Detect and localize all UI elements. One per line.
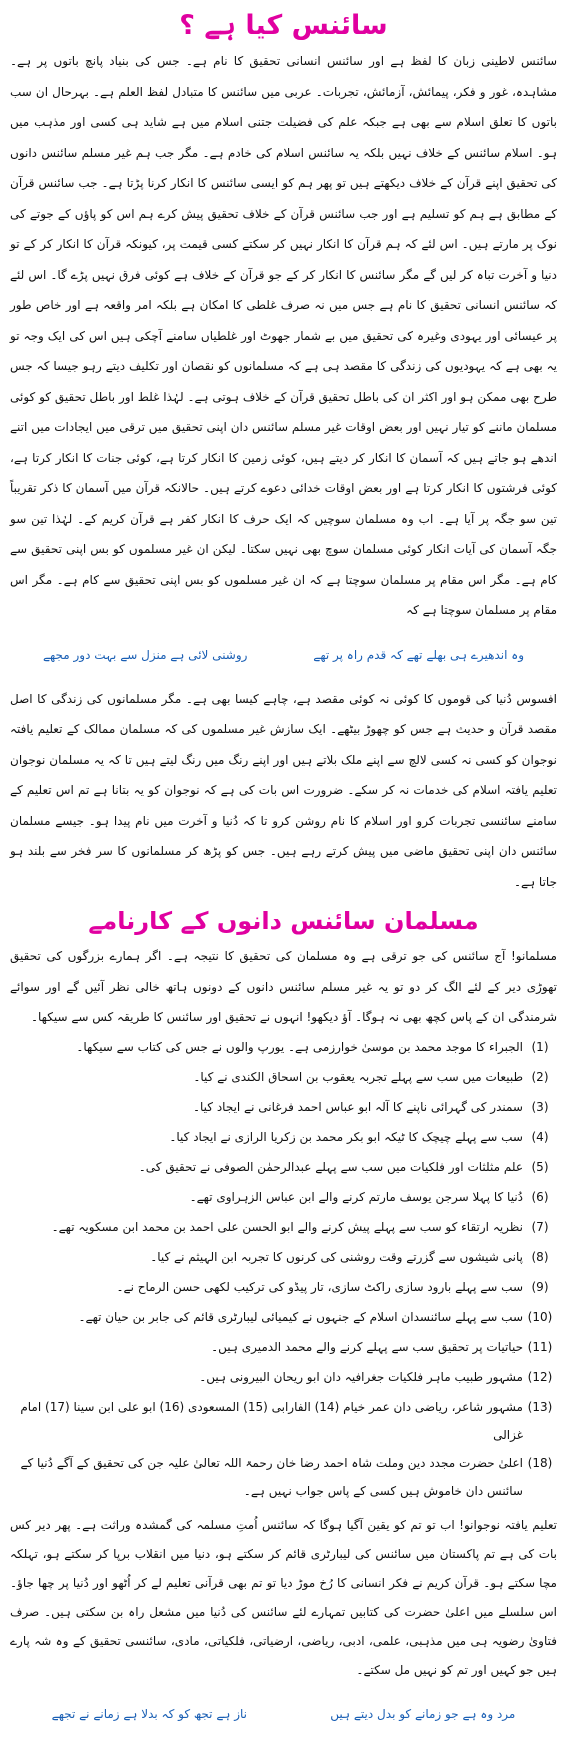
- list-number: (4): [531, 1129, 549, 1144]
- list-text: پانی شیشوں سے گزرتے وقت روشنی کی کرنوں کا تجربہ ابن الہیثم نے کیا۔: [150, 1249, 523, 1264]
- couplet-1: [10, 626, 557, 684]
- list-item: [10, 1093, 557, 1123]
- list-item: [10, 1243, 557, 1273]
- list-item: [10, 1063, 557, 1093]
- list-number: (18): [527, 1455, 553, 1470]
- list-item: [10, 1213, 557, 1243]
- couplet-2-left: ناز ہے تجھ کو کہ بدلا ہے زمانے نے تجھے: [51, 1706, 247, 1721]
- list-number: (6): [531, 1189, 549, 1204]
- list-text: سب سے پہلے چیچک کا ٹیکہ ابو بکر محمد بن زکریا الرازی نے ایجاد کیا۔: [169, 1129, 523, 1144]
- list-number: (7): [531, 1219, 549, 1234]
- list-number: (1): [531, 1039, 549, 1054]
- list-item: [10, 1393, 557, 1449]
- list-text: الجبراء کا موجد محمد بن موسیٰ خوارزمی ہے۔ یورپ والوں نے جس کی کتاب سے سیکھا۔: [76, 1039, 523, 1054]
- list-item: [10, 1449, 557, 1505]
- list-intro-paragraph: مسلمانو! آج سائنس کی جو ترقی ہے وہ مسلمان کی تحقیق کا نتیجہ ہے۔ اگر ہمارے بزرگوں کی تحقیق تھوڑی دیر کے لئے الگ کر دو تو یہ غیر مسلم سائنس دانوں کے دونوں ہاتھ خالی نظر آئیں گے اور سوائے شرمندگی ان کے پاس کچھ بھی نہ ہوگا۔ آؤ دیکھو! انہوں نے تحقیق اور سائنس کا طریقہ کس سے سیکھا۔: [10, 949, 557, 1024]
- list-text: علم مثلثات اور فلکیات میں سب سے پہلے عبدالرحمٰن الصوفی نے تحقیق کی۔: [138, 1159, 523, 1174]
- list-text: دُنیا کا پہلا سرجن یوسف مارتم کرنے والے ابن عباس الزہراوی تھے۔: [189, 1189, 523, 1204]
- list-text: سمندر کی گہرائی ناپنے کا آلہ ابو عباس احمد فرغانی نے ایجاد کیا۔: [192, 1099, 523, 1114]
- section-title: مسلمان سائنس دانوں کے کارنامے: [88, 907, 479, 935]
- list-text: سب سے پہلے سائنسدان اسلام کے جنہوں نے کیمیائی لیبارٹری قائم کی جابر بن حیان تھے۔: [78, 1309, 523, 1324]
- list-number: (5): [531, 1159, 549, 1174]
- list-text: مشہور شاعر، ریاضی دان عمر خیام (14) الفارابی (15) المسعودی (16) ابو علی ابن سینا (17) امام غزالی: [20, 1399, 523, 1442]
- list-item: [10, 1183, 557, 1213]
- couplet-2: [10, 1685, 557, 1743]
- page-title: سائنس کیا ہے ؟: [179, 10, 388, 41]
- list-item: [10, 1303, 557, 1333]
- list-item: [10, 1333, 557, 1363]
- list-text: سب سے پہلے بارود سازی راکٹ سازی، تار پیڈو کی ترکیب لکھی حسن الرماح نے۔: [116, 1279, 523, 1294]
- list-number: (11): [527, 1339, 553, 1354]
- list-item: [10, 1033, 557, 1063]
- list-number: (2): [531, 1069, 549, 1084]
- couplet-1-right: وہ اندھیرے ہی بھلے تھے کہ قدم راہ پر تھے: [313, 647, 525, 662]
- intro-paragraph: سائنس لاطینی زبان کا لفظ ہے اور سائنس انسانی تحقیق کا نام ہے۔ جس کی بنیاد پانچ باتوں پر ہے۔ مشاہدہ، غور و فکر، پیمائش، آزمائش، تجربات۔ عربی میں سائنس کا متبادل لفظ العلم ہے۔ بہرحال ان سب باتوں کا تعلق اسلام سے بھی ہے جبکہ علم کی فضیلت جتنی اسلام میں ہے شاید ہی کسی اور مذہب میں ہو۔ اسلام سائنس کے خلاف نہیں بلکہ یہ سائنس اسلام کی خادم ہے۔ مگر جب ہم غیر مسلم سائنس دانوں کی تحقیق اپنے قرآن کے خلاف دیکھتے ہیں تو پھر ہم کو ایسی سائنس کا انکار کرنا پڑتا ہے۔ جب سائنس قرآن کے مطابق ہے ہم کو تسلیم ہے اور جب سائنس قرآن کے خلاف تحقیق پیش کرے ہم اس کو پاؤں کے جوتے کی نوک پر مارتے ہیں۔ اس لئے کہ ہم قرآن کا انکار نہیں کر سکتے کسی قیمت پر، کیونکہ قرآن کا انکار کر کے تو دنیا و آخرت تباہ کر لیں گے مگر سائنس کا انکار کر کے جو قرآن کے خلاف ہے کوئی فرق نہیں پڑے گا۔ اس لئے کہ سائنس انسانی تحقیق کا نام ہے جس میں نہ صرف غلطی کا امکان ہے بلکہ امر واقعہ ہے اور خاص طور پر عیسائی اور یہودی وغیرہ کی تحقیق میں بے شمار جھوٹ اور غلطیاں سامنے آچکی ہیں اس کی ایک وجہ تو یہ بھی ہے کہ یہودیوں کی زندگی کا مقصد ہی ہے کہ مسلمانوں کو نقصان اور تکلیف دیتے رہو جیسا کہ جس طرح بھی ممکن ہو اور اکثر ان کی باطل تحقیق قرآن کے خلاف ہوتی ہے۔ لہٰذا غلط اور باطل تحقیق کو کوئی مسلمان ماننے کو تیار نہیں اور بعض اوقات غیر مسلم سائنس دان اپنی تحقیق میں ترقی میں ایجادات میں اتنے اندھے ہو جاتے ہیں کہ آسمان کا انکار کر دیتے ہیں، کوئی زمین کا انکار کرتا ہے، کوئی جنات کا انکار کرتا ہے، کوئی فرشتوں کا انکار کرتا ہے اور بعض اوقات خدائی دعوے کرتے ہیں۔ حالانکہ قرآن میں آسمان کا ذکر تقریباً تین سو جگہ پر آیا ہے۔ اب وہ مسلمان سوچیں کہ ایک حرف کا انکار کفر ہے قرآن کریم کے۔ لہٰذا تین سو جگہ آسمان کی آیات انکار کوئی مسلمان سوچ بھی نہیں سکتا۔ لیکن ان غیر مسلموں کو بس اپنی تحقیق سے کام ہے۔ مگر اس مقام پر مسلمان سوچتا ہے کہ ان غیر مسلموں کو بس اپنی تحقیق سے کام ہے۔ مگر اس مقام پر مسلمان سوچتا ہے کہ: [10, 54, 557, 617]
- list-number: (12): [527, 1369, 553, 1384]
- middle-paragraph: افسوس دُنیا کی قوموں کا کوئی نہ کوئی مقصد ہے، چاہے کیسا بھی ہے۔ مگر مسلمانوں کی زندگی کا اصل مقصد قرآن و حدیث ہے جس کو چھوڑ بیٹھے۔ ایک سازش غیر مسلموں کی کہ مسلمان ممالک کے تعلیم یافتہ نوجوان کو کسی نہ کسی لالچ سے اپنے ملک بلاتے ہیں اور اپنے رنگ میں رنگ لیتے ہیں تا کہ یہ مسلمان نوجوان تعلیم یافتہ اسلام کی خدمات نہ کر سکے۔ ضرورت اس بات کی ہے کہ نوجوان کو یہ بتانا ہے تم اس تعلیم کے سامنے سائنسی تجربات کرو اور اسلام کا نام روشن کرو تا کہ دُنیا و آخرت میں نام پیدا ہو۔ جیسے مسلمان سائنس دان اپنی تحقیق ماضی میں پیش کرتے رہے ہیں۔ جس کو پڑھ کر مسلمانوں کا سر فخر سے بلند ہو جاتا ہے۔: [10, 691, 557, 889]
- list-item: [10, 1273, 557, 1303]
- list-number: (8): [531, 1249, 549, 1264]
- list-text: نظریہ ارتقاء کو سب سے پہلے پیش کرنے والے ابو الحسن علی احمد بن محمد ابن مسکویہ تھے۔: [51, 1219, 523, 1234]
- list-item: [10, 1123, 557, 1153]
- closing-paragraph: تعلیم یافتہ نوجوانو! اب تو تم کو یقین آگیا ہوگا کہ سائنس اُمتِ مسلمہ کی گمشدہ وراثت ہے۔ پھر دیر کس بات کی ہے تم پاکستان میں سائنس کی لیبارٹری قائم کر سکتے ہو، دنیا میں انقلاب برپا کر سکتے ہو، تہلکہ مچا سکتے ہو۔ قرآن کریم نے فکر انسانی کا رُخ موڑ دیا تو تم بھی قرآنی تعلیم لے کر اُٹھو اور دُنیا پر چھا جاؤ۔ اس سلسلے میں اعلیٰ حضرت کی کتابیں تمہارے لئے سائنس کی دُنیا میں مشعل راہ بن سکتی ہیں۔ صرف فتاویٰ رضویہ ہی میں مذہبی، علمی، ادبی، ریاضی، ارضیاتی، فلکیاتی، مادی، سائنسی تحقیق کے وہ شہ پارے ہیں جو کہیں اور تم کو نہیں مل سکتے۔: [10, 1517, 557, 1677]
- list-text: مشہور طبیب ماہر فلکیات جغرافیہ دان ابو ریحان البیرونی ہیں۔: [199, 1369, 523, 1384]
- list-text: طبیعات میں سب سے پہلے تجربہ یعقوب بن اسحاق الکندی نے کیا۔: [193, 1069, 523, 1084]
- list-number: (10): [527, 1309, 553, 1324]
- scientists-list: [10, 1033, 557, 1505]
- list-number: (9): [531, 1279, 549, 1294]
- list-number: (13): [527, 1399, 553, 1414]
- list-text: حیاتیات پر تحقیق سب سے پہلے کرنے والے محمد الدمیری ہیں۔: [211, 1339, 523, 1354]
- list-text: اعلیٰ حضرت مجدد دین وملت شاہ احمد رضا خان رحمۃ اللہ تعالیٰ علیہ جن کی تحقیق کے آگے دُنیا کے سائنس دان خاموش ہیں کسی کے پاس جواب نہیں ہے۔: [20, 1455, 523, 1498]
- couplet-1-left: روشنی لائی ہے منزل سے بہت دور مجھے: [42, 647, 248, 662]
- list-number: (3): [531, 1099, 549, 1114]
- list-item: [10, 1363, 557, 1393]
- couplet-2-right: مرد وہ ہے جو زمانے کو بدل دیتے ہیں: [330, 1706, 516, 1721]
- list-item: [10, 1153, 557, 1183]
